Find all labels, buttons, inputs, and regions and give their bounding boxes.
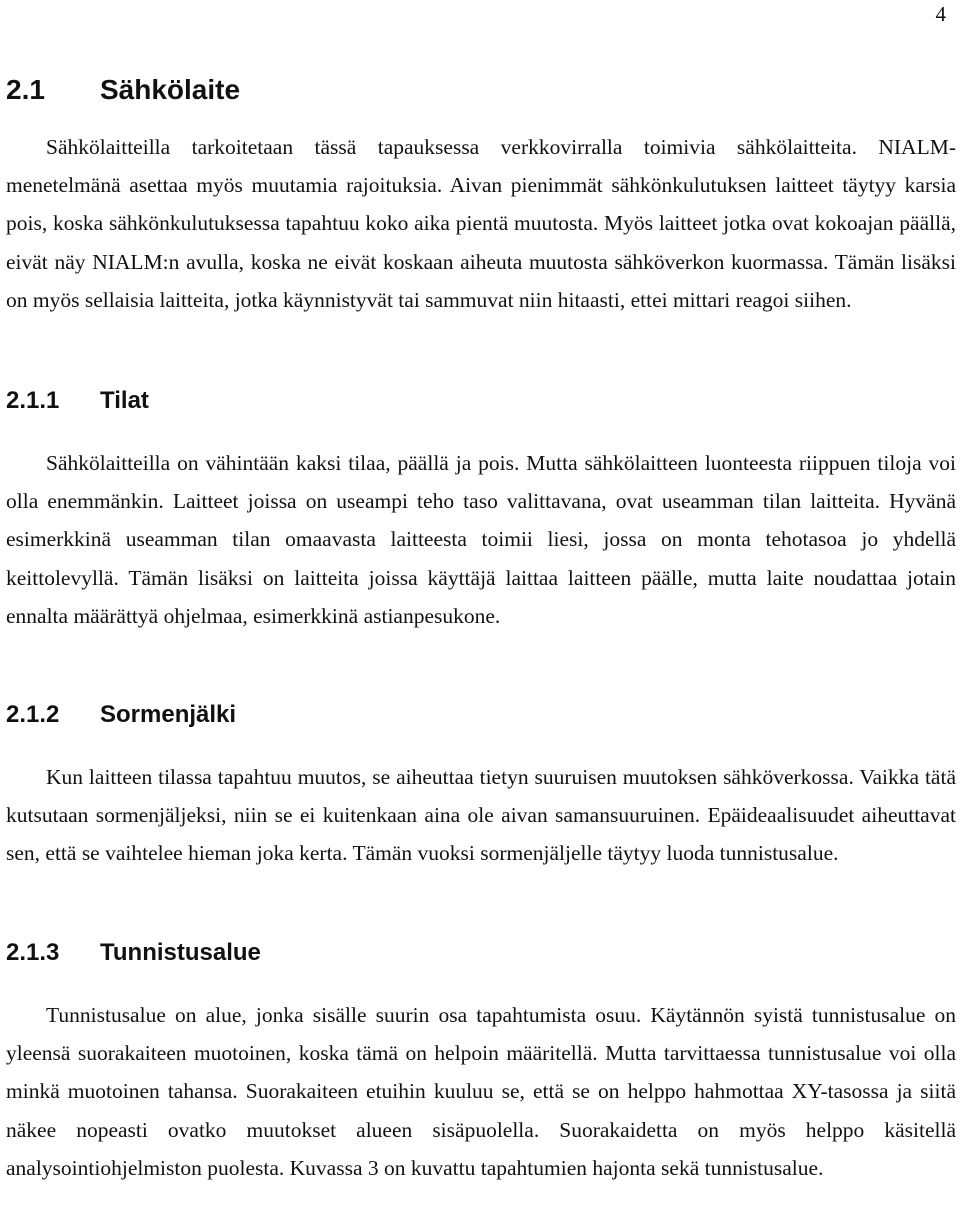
section-paragraph: Sähkölaitteilla tarkoitetaan tässä tapauksessa verkkovirralla toimivia sähkölaitteita. NIALM-menetelmänä asettaa myös muutamia rajoituksia. Aivan pienimmät sähkönkulutuksen laitteet täytyy karsia pois, koska sähkönkulutuksessa tapahtuu koko aika pientä muutosta. Myös laitteet jotka ovat kokoajan päällä, eivät näy NIALM:n avulla, koska ne eivät koskaan aiheuta muutosta sähköverkon kuormassa. Tämän lisäksi on myös sellaisia laitteita, jotka käynnistyvät tai sammuvat niin hitaasti, ettei mittari reagoi siihen.: [6, 135, 956, 312]
subsection-paragraph-sormenjalki: Kun laitteen tilassa tapahtuu muutos, se aiheuttaa tietyn suuruisen muutoksen sähköverkossa. Vaikka tätä kutsutaan sormenjäljeksi, niin se ei kuitenkaan aina ole aivan samansuuruinen. Epäideaalisuudet aiheuttavat sen, että se vaihtelee hieman joka kerta. Tämän vuoksi sormenjäljelle täytyy luoda tunnistusalue.: [6, 765, 956, 866]
subsection-heading-tilat: [6, 386, 149, 416]
subsection-heading-sormenjalki: [6, 700, 236, 730]
subsection-number: 2.1.2: [6, 701, 60, 728]
subsection-title: Tilat: [100, 387, 149, 414]
section-number: 2.1: [6, 74, 45, 105]
subsection-title: Sormenjälki: [100, 701, 237, 728]
section-title: Sähkölaite: [100, 74, 241, 105]
subsection-title: Tunnistusalue: [100, 939, 261, 966]
subsection-paragraph-tunnistusalue: Tunnistusalue on alue, jonka sisälle suurin osa tapahtumista osuu. Käytännön syistä tunnistusalue on yleensä suorakaiteen muotoinen, koska tämä on helpoin määritellä. Mutta tarvittaessa tunnistusalue voi olla minkä muotoinen tahansa. Suorakaiteen etuihin kuuluu se, että se on helppo hahmottaa XY-tasossa ja siitä näkee nopeasti ovatko muutokset alueen sisäpuolella. Suorakaidetta on myös helppo käsitellä analysointiohjelmiston puolesta. Kuvassa 3 on kuvattu tapahtumien hajonta sekä tunnistusalue.: [6, 1003, 956, 1180]
page-number: 4: [935, 2, 946, 26]
section-heading: [6, 72, 240, 108]
subsection-number: 2.1.1: [6, 387, 60, 414]
subsection-heading-tunnistusalue: [6, 938, 261, 968]
subsection-number: 2.1.3: [6, 939, 60, 966]
subsection-paragraph-tilat: Sähkölaitteilla on vähintään kaksi tilaa, päällä ja pois. Mutta sähkölaitteen luonteesta riippuen tiloja voi olla enemmänkin. Laitteet joissa on useampi teho taso valittavana, ovat useamman tilan laitteita. Hyvänä esimerkkinä useamman tilan omaavasta laitteesta toimii liesi, jossa on monta tehotasoa jo yhdellä keittolevyllä. Tämän lisäksi on laitteita joissa käyttäjä laittaa laitteen päälle, mutta laite noudattaa jotain ennalta määrättyä ohjelmaa, esimerkkinä astianpesukone.: [6, 451, 956, 628]
